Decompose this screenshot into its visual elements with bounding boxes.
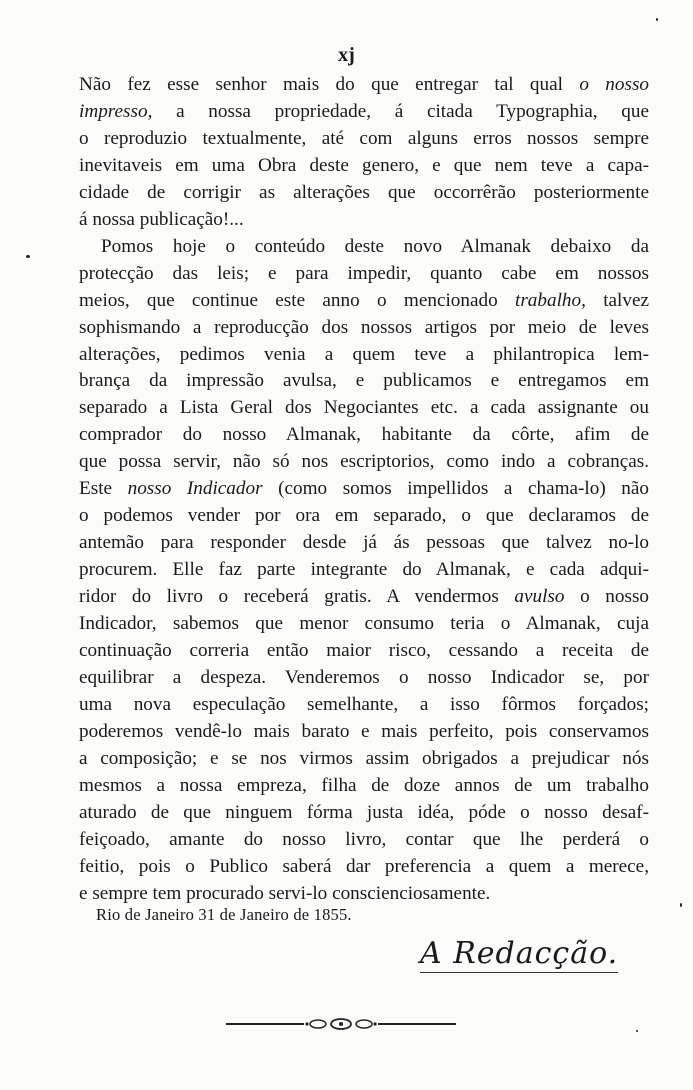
text-line [79, 827, 649, 854]
text-line [79, 692, 649, 719]
line-text: Pomos hoje o conteúdo deste novo Almanak debaixo da [101, 235, 649, 257]
ink-speck [656, 18, 658, 21]
text-line [79, 395, 649, 422]
ornament-rule-icon [226, 1017, 456, 1031]
text-line [79, 207, 649, 234]
line-text: impresso, a nossa propriedade, á citada Typographia, que [79, 100, 649, 122]
italic-phrase: impresso [79, 100, 148, 122]
line-text: procurem. Elle faz parte integrante do Almanak, e cada adqui- [79, 559, 649, 581]
text-line [79, 503, 649, 530]
line-text: mesmos a nossa empreza, filha de doze annos de um trabalho [79, 774, 649, 796]
italic-phrase: nosso Indicador [127, 478, 263, 500]
dateline: Rio de Janeiro 31 de Janeiro de 1855. [96, 905, 352, 924]
line-text: poderemos vendê-lo mais barato e mais perfeito, pois conservamos [79, 720, 649, 742]
ink-speck [680, 903, 682, 907]
text-line [79, 530, 649, 557]
text-line [79, 584, 649, 611]
ink-speck [26, 255, 30, 258]
line-text: brança da impressão avulsa, e publicamos e entregamos em [79, 370, 649, 392]
text-line [79, 449, 649, 476]
text-line [79, 368, 649, 395]
line-text: o podemos vender por ora em separado, o que declaramos de [79, 505, 649, 527]
signature: A Redacção. [420, 936, 619, 971]
line-text: sophismando a reproducção dos nossos artigos por meio de leves [79, 316, 649, 338]
line-text: meios, que continue este anno o mencionado trabalho, talvez [79, 289, 649, 311]
text-line [79, 422, 649, 449]
text-line [79, 746, 649, 773]
text-line [79, 261, 649, 288]
text-line [79, 99, 649, 126]
text-line [79, 800, 649, 827]
line-text: inevitaveis em uma Obra deste genero, e que nem teve a capa- [79, 154, 649, 176]
italic-phrase: trabalho [514, 289, 582, 311]
text-line [79, 665, 649, 692]
line-text: feitio, pois o Publico saberá dar preferencia a quem a merece, [79, 855, 649, 877]
line-text: Indicador, sabemos que menor consumo teria o Almanak, cuja [79, 613, 649, 635]
text-line [79, 315, 649, 342]
text-line [79, 234, 649, 261]
line-text: continuação correria então maior risco, cessando a receita de [79, 640, 649, 662]
italic-phrase: o nosso [579, 74, 649, 95]
line-text: protecção das leis; e para impedir, quanto cabe em nossos [79, 262, 649, 284]
line-text: que possa servir, não só nos escriptorios, como indo a cobranças. [79, 451, 649, 473]
ink-speck [636, 1030, 638, 1032]
line-text: separado a Lista Geral dos Negociantes etc. a cada assignante ou [79, 397, 649, 419]
text-line [79, 881, 649, 908]
text-line [79, 288, 649, 315]
line-text: o reproduzio textualmente, até com alguns erros nossos sempre [79, 127, 649, 149]
text-line [79, 638, 649, 665]
line-text: aturado de que ninguem fórma justa idéa, póde o nosso desaf- [79, 801, 649, 823]
line-text: Este nosso Indicador (como somos impellidos a chama-lo) não [79, 478, 649, 500]
text-line [79, 153, 649, 180]
text-line [79, 476, 649, 503]
text-line [79, 854, 649, 881]
page-number: xj [338, 44, 355, 66]
line-text: ridor do livro o receberá gratis. A vendermos avulso o nosso [79, 586, 649, 608]
text-line [79, 180, 649, 207]
text-line [79, 126, 649, 153]
line-text: feiçoado, amante do nosso livro, contar que lhe perderá o [79, 828, 649, 850]
line-text: alterações, pedimos venia a quem teve a philantropica lem- [79, 343, 649, 365]
line-text: e sempre tem procurado servi-lo conscienciosamente. [79, 882, 491, 904]
text-line [79, 773, 649, 800]
italic-phrase: avulso [514, 586, 565, 608]
text-line [79, 557, 649, 584]
line-text: Não fez esse senhor mais do que entregar tal qual o nosso [79, 74, 649, 95]
line-text: a composição; e se nos virmos assim obrigados a prejudicar nós [79, 747, 649, 769]
line-text: equilibrar a despeza. Venderemos o nosso Indicador se, por [79, 666, 649, 688]
line-text: á nossa publicação!... [79, 208, 244, 230]
text-line [79, 342, 649, 369]
line-text: uma nova especulação semelhante, a isso fôrmos forçados; [79, 693, 649, 715]
text-line [79, 72, 649, 99]
line-text: antemão para responder desde já ás pessoas que talvez no-lo [79, 532, 649, 554]
body-text [79, 72, 649, 908]
line-text: comprador do nosso Almanak, habitante da côrte, afim de [79, 424, 649, 446]
text-line [79, 611, 649, 638]
line-text: cidade de corrigir as alterações que occorrêrão posteriormente [79, 181, 649, 203]
text-line [79, 719, 649, 746]
